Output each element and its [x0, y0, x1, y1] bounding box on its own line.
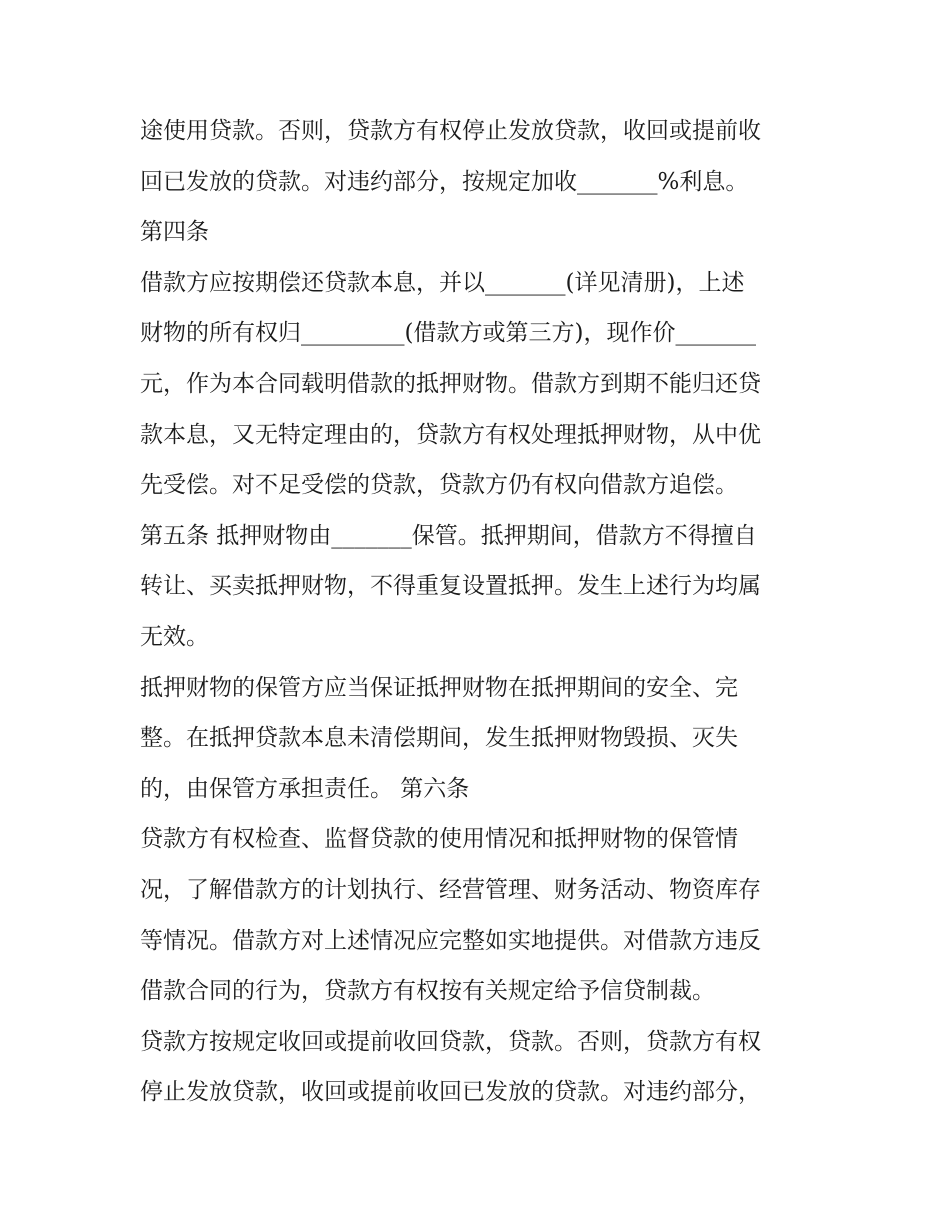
text-line: 回已发放的贷款。对违约部分，按规定加收_______%利息。 [140, 168, 749, 195]
text-line: 等情况。借款方对上述情况应完整如实地提供。对借款方违反 [140, 927, 761, 954]
text-line: 借款方应按期偿还贷款本息，并以_______(详见清册)，上述 [140, 269, 745, 296]
text-line: 贷款方有权检查、监督贷款的使用情况和抵押财物的保管情 [140, 826, 738, 853]
text-line: 整。在抵押贷款本息未清偿期间，发生抵押财物毁损、灭失 [140, 725, 738, 752]
article-heading: 第四条 [140, 219, 209, 246]
text-line: 无效。 [140, 623, 209, 650]
text-line: 的，由保管方承担责任。 第六条 [140, 775, 470, 802]
text-line: 况，了解借款方的计划执行、经营管理、财务活动、物资库存 [140, 876, 761, 903]
text-line: 款本息，又无特定理由的，贷款方有权处理抵押财物，从中优 [140, 421, 761, 448]
text-line: 先受偿。对不足受偿的贷款，贷款方仍有权向借款方追偿。 [140, 472, 738, 499]
text-line: 财物的所有权归_________(借款方或第三方)，现作价_______ [140, 320, 756, 347]
text-line: 借款合同的行为，贷款方有权按有关规定给予信贷制裁。 [140, 978, 715, 1005]
contract-text [140, 106, 820, 1118]
text-line: 转让、买卖抵押财物，不得重复设置抵押。发生上述行为均属 [140, 573, 761, 600]
text-line: 贷款方按规定收回或提前收回贷款，贷款。否则，贷款方有权 [140, 1028, 761, 1055]
text-line: 途使用贷款。否则，贷款方有权停止发放贷款，收回或提前收 [140, 118, 761, 144]
text-line: 第五条 抵押财物由_______保管。抵押期间，借款方不得擅自 [140, 522, 757, 549]
text-line: 抵押财物的保管方应当保证抵押财物在抵押期间的安全、完 [140, 674, 738, 701]
text-line: 停止发放贷款，收回或提前收回已发放的贷款。对违约部分， [140, 1079, 761, 1106]
text-line: 元，作为本合同载明借款的抵押财物。借款方到期不能归还贷 [140, 370, 761, 397]
